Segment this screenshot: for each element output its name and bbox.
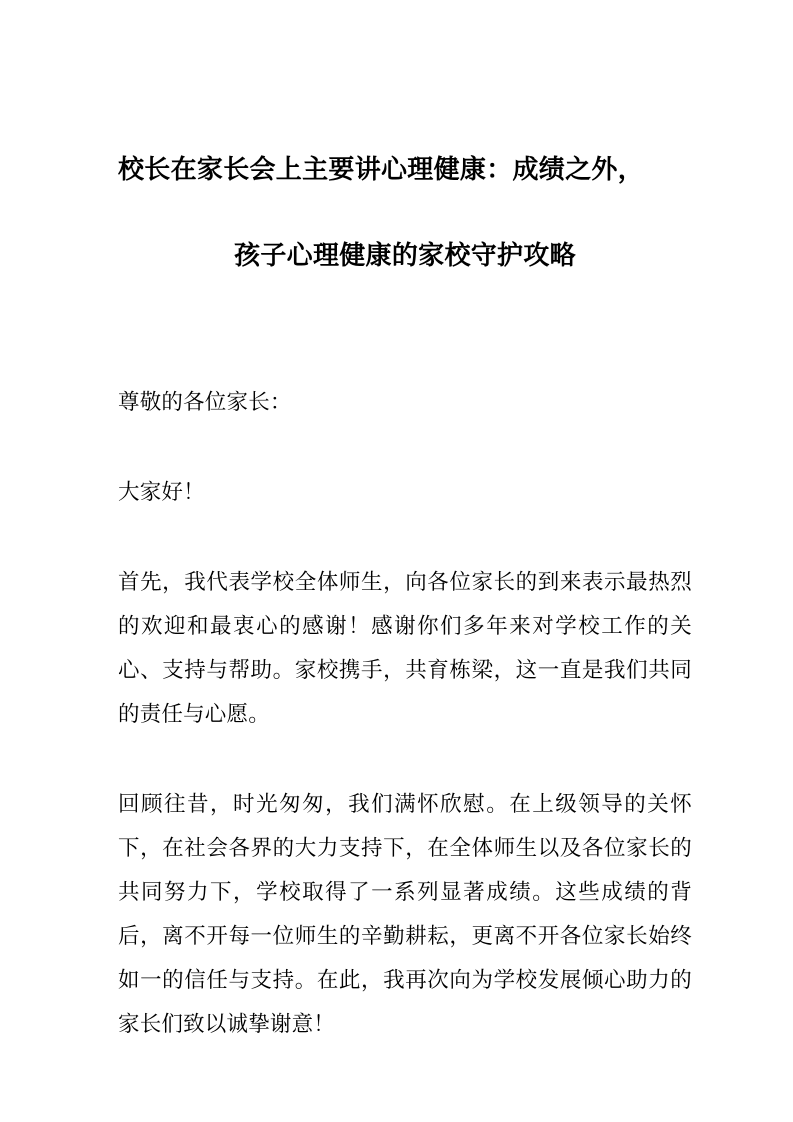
- document-content-column: [118, 0, 692, 1046]
- body-paragraph-1: 首先，我代表学校全体师生，向各位家长的到来表示最热烈的欢迎和最衷心的感谢！感谢你们多年来对学校工作的关心、支持与帮助。家校携手，共育栋梁，这一直是我们共同的责任与心愿。: [118, 570, 692, 726]
- document-body: [118, 380, 692, 1046]
- body-paragraph-2: 回顾往昔，时光匆匆，我们满怀欣慰。在上级领导的关怀下，在社会各界的大力支持下，在全体师生以及各位家长的共同努力下，学校取得了一系列显著成绩。这些成绩的背后，离不开每一位师生的辛勤耕耘，更离不开各位家长始终如一的信任与支持。在此，我再次向为学校发展倾心助力的家长们致以诚挚谢意！: [118, 792, 692, 1036]
- salutation-line: 尊敬的各位家长：: [118, 390, 292, 414]
- greeting-line: 大家好！: [118, 480, 205, 504]
- document-title-line-2: 孩子心理健康的家校守护攻略: [234, 240, 576, 270]
- document-title-line-1: 校长在家长会上主要讲心理健康：成绩之外，: [118, 154, 645, 184]
- document-title: [118, 0, 692, 298]
